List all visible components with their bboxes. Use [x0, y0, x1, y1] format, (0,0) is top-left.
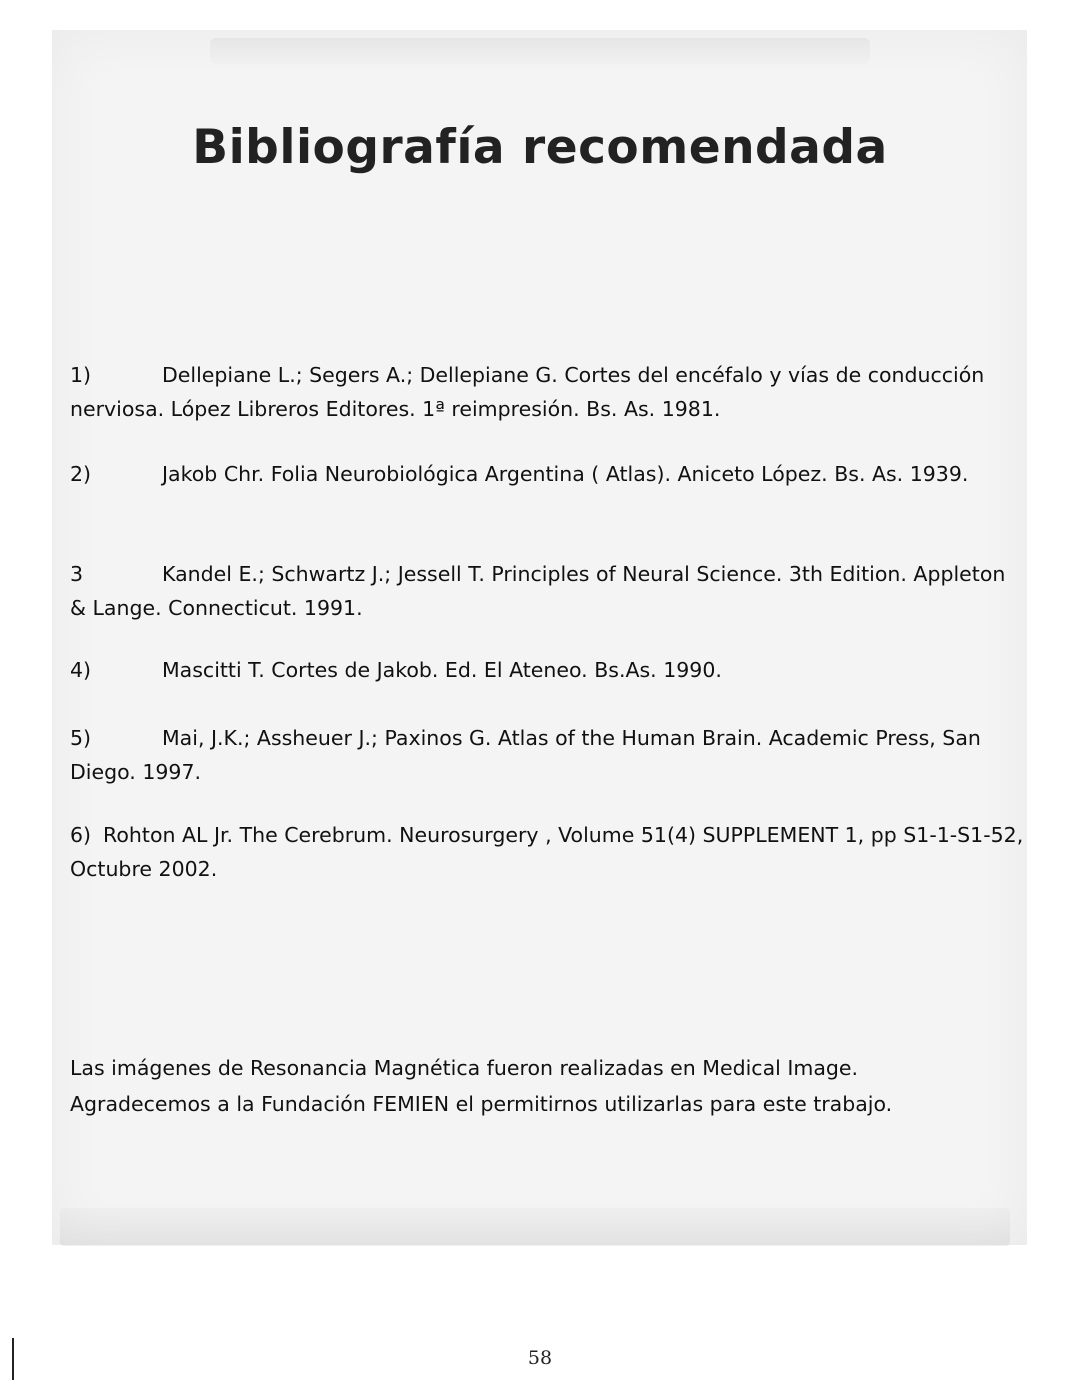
- reference-number-5: 5): [70, 726, 92, 750]
- acknowledgement: [70, 1050, 1025, 1122]
- reference-text-5: Mai, J.K.; Assheuer J.; Paxinos G. Atlas of the Human Brain. Academic Press, San Diego. 1997.: [70, 726, 981, 784]
- reference-number-1: 1): [70, 363, 92, 387]
- reference-item-6: [70, 818, 1025, 886]
- acknowledgement-line-1: Las imágenes de Resonancia Magnética fueron realizadas en Medical Image.: [70, 1056, 859, 1080]
- page-number: 58: [527, 1347, 553, 1369]
- reference-number-4: 4): [70, 658, 92, 682]
- reference-item-3: [70, 557, 1025, 625]
- reference-number-6: 6): [70, 823, 92, 847]
- reference-text-3: Kandel E.; Schwartz J.; Jessell T. Principles of Neural Science. 3th Edition. Appleton & Lange. Connecticut. 1991.: [70, 562, 1006, 620]
- reference-text-4: Mascitti T. Cortes de Jakob. Ed. El Ateneo. Bs.As. 1990.: [162, 658, 722, 682]
- reference-item-1: [70, 358, 1025, 426]
- reference-number-3: 3: [70, 562, 84, 586]
- acknowledgement-line-2: Agradecemos a la Fundación FEMIEN el permitirnos utilizarlas para este trabajo.: [70, 1092, 893, 1116]
- reference-item-5: [70, 721, 1025, 789]
- reference-item-2: [70, 457, 1025, 491]
- reference-number-2: 2): [70, 462, 92, 486]
- page-title: Bibliografía recomendada: [192, 120, 888, 175]
- reference-text-1: Dellepiane L.; Segers A.; Dellepiane G. Cortes del encéfalo y vías de conducción nerviosa. López Libreros Editores. 1ª reimpresión. Bs. As. 1981.: [70, 363, 985, 421]
- reference-text-6: Rohton AL Jr. The Cerebrum. Neurosurgery , Volume 51(4) SUPPLEMENT 1, pp S1-1-S1-52, Octubre 2002.: [70, 823, 1024, 881]
- scan-shadow-top: [210, 38, 870, 64]
- scan-shadow-bottom: [60, 1208, 1010, 1246]
- reference-text-2: Jakob Chr. Folia Neurobiológica Argentina ( Atlas). Aniceto López. Bs. As. 1939.: [162, 462, 969, 486]
- reference-item-4: [70, 653, 1025, 687]
